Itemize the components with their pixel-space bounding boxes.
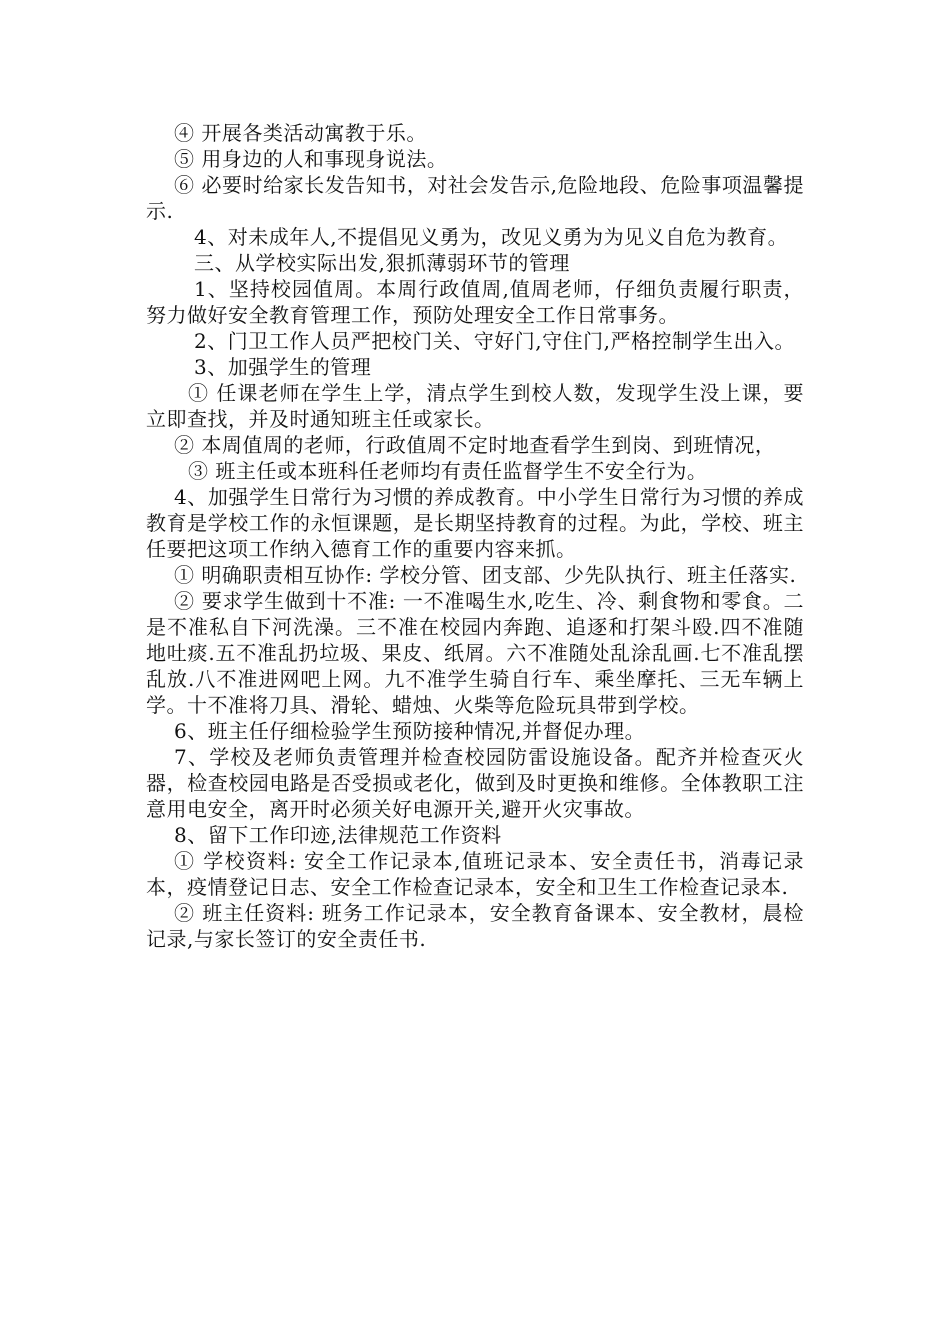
- paragraph: ③ 班主任或本班科任老师均有责任监督学生不安全行为。: [188, 459, 708, 483]
- section-heading: 三、从学校实际出发,狠抓薄弱环节的管理: [194, 251, 570, 275]
- paragraph: ① 明确职责相互协作: 学校分管、团支部、少先队执行、班主任落实.: [174, 563, 797, 587]
- paragraph: ① 任课老师在学生上学，清点学生到校人数，发现学生没上课，要立即查找，并及时通知班主任或家长。: [146, 381, 804, 431]
- paragraph: ② 班主任资料: 班务工作记录本，安全教育备课本、安全教材，晨检记录,与家长签订的安全责任书.: [146, 901, 804, 951]
- paragraph: 2、门卫工作人员严把校门关、守好门,守住门,严格控制学生出入。: [194, 329, 795, 353]
- paragraph: ⑤ 用身边的人和事现身说法。: [174, 147, 448, 171]
- paragraph: 3、加强学生的管理: [194, 355, 372, 379]
- paragraph: 4、对未成年人,不提倡见义勇为，改见义勇为为见义自危为教育。: [194, 225, 789, 249]
- paragraph: ② 要求学生做到十不准: 一不准喝生水,吃生、冷、剩食物和零食。二是不准私自下河洗澡。三不准在校园内奔跑、追逐和打架斗殴.四不准随地吐痰.五不准乱扔垃圾、果皮、纸屑。六不准随处乱涂乱画.七不准乱摆乱放.八不准进网吧上网。九不准学生骑自行车、乘坐摩托、三无车辆上学。十不准将刀具、滑轮、蜡烛、火柴等危险玩具带到学校。: [146, 589, 804, 717]
- paragraph: ① 学校资料: 安全工作记录本,值班记录本、安全责任书，消毒记录本，疫情登记日志、安全工作检查记录本，安全和卫生工作检查记录本.: [146, 849, 804, 899]
- paragraph: ② 本周值周的老师，行政值周不定时地查看学生到岗、到班情况，: [174, 433, 776, 457]
- paragraph: 1、坚持校园值周。本周行政值周,值周老师，仔细负责履行职责，努力做好安全教育管理工作，预防处理安全工作日常事务。: [146, 277, 804, 327]
- paragraph: ⑥ 必要时给家长发告知书，对社会发告示,危险地段、危险事项温馨提示.: [146, 173, 804, 223]
- paragraph: ④ 开展各类活动寓教于乐。: [174, 121, 427, 145]
- paragraph: 4、加强学生日常行为习惯的养成教育。中小学生日常行为习惯的养成教育是学校工作的永恒课题，是长期坚持教育的过程。为此，学校、班主任要把这项工作纳入德育工作的重要内容来抓。: [146, 485, 804, 561]
- paragraph: 7、学校及老师负责管理并检查校园防雷设施设备。配齐并检查灭火器，检查校园电路是否受损或老化，做到及时更换和维修。全体教职工注意用电安全，离开时必须关好电源开关,避开火灾事故。: [146, 745, 804, 821]
- document-body: [146, 120, 804, 952]
- paragraph: 6、班主任仔细检验学生预防接种情况,并督促办理。: [174, 719, 646, 743]
- paragraph: 8、留下工作印迹,法律规范工作资料: [174, 823, 502, 847]
